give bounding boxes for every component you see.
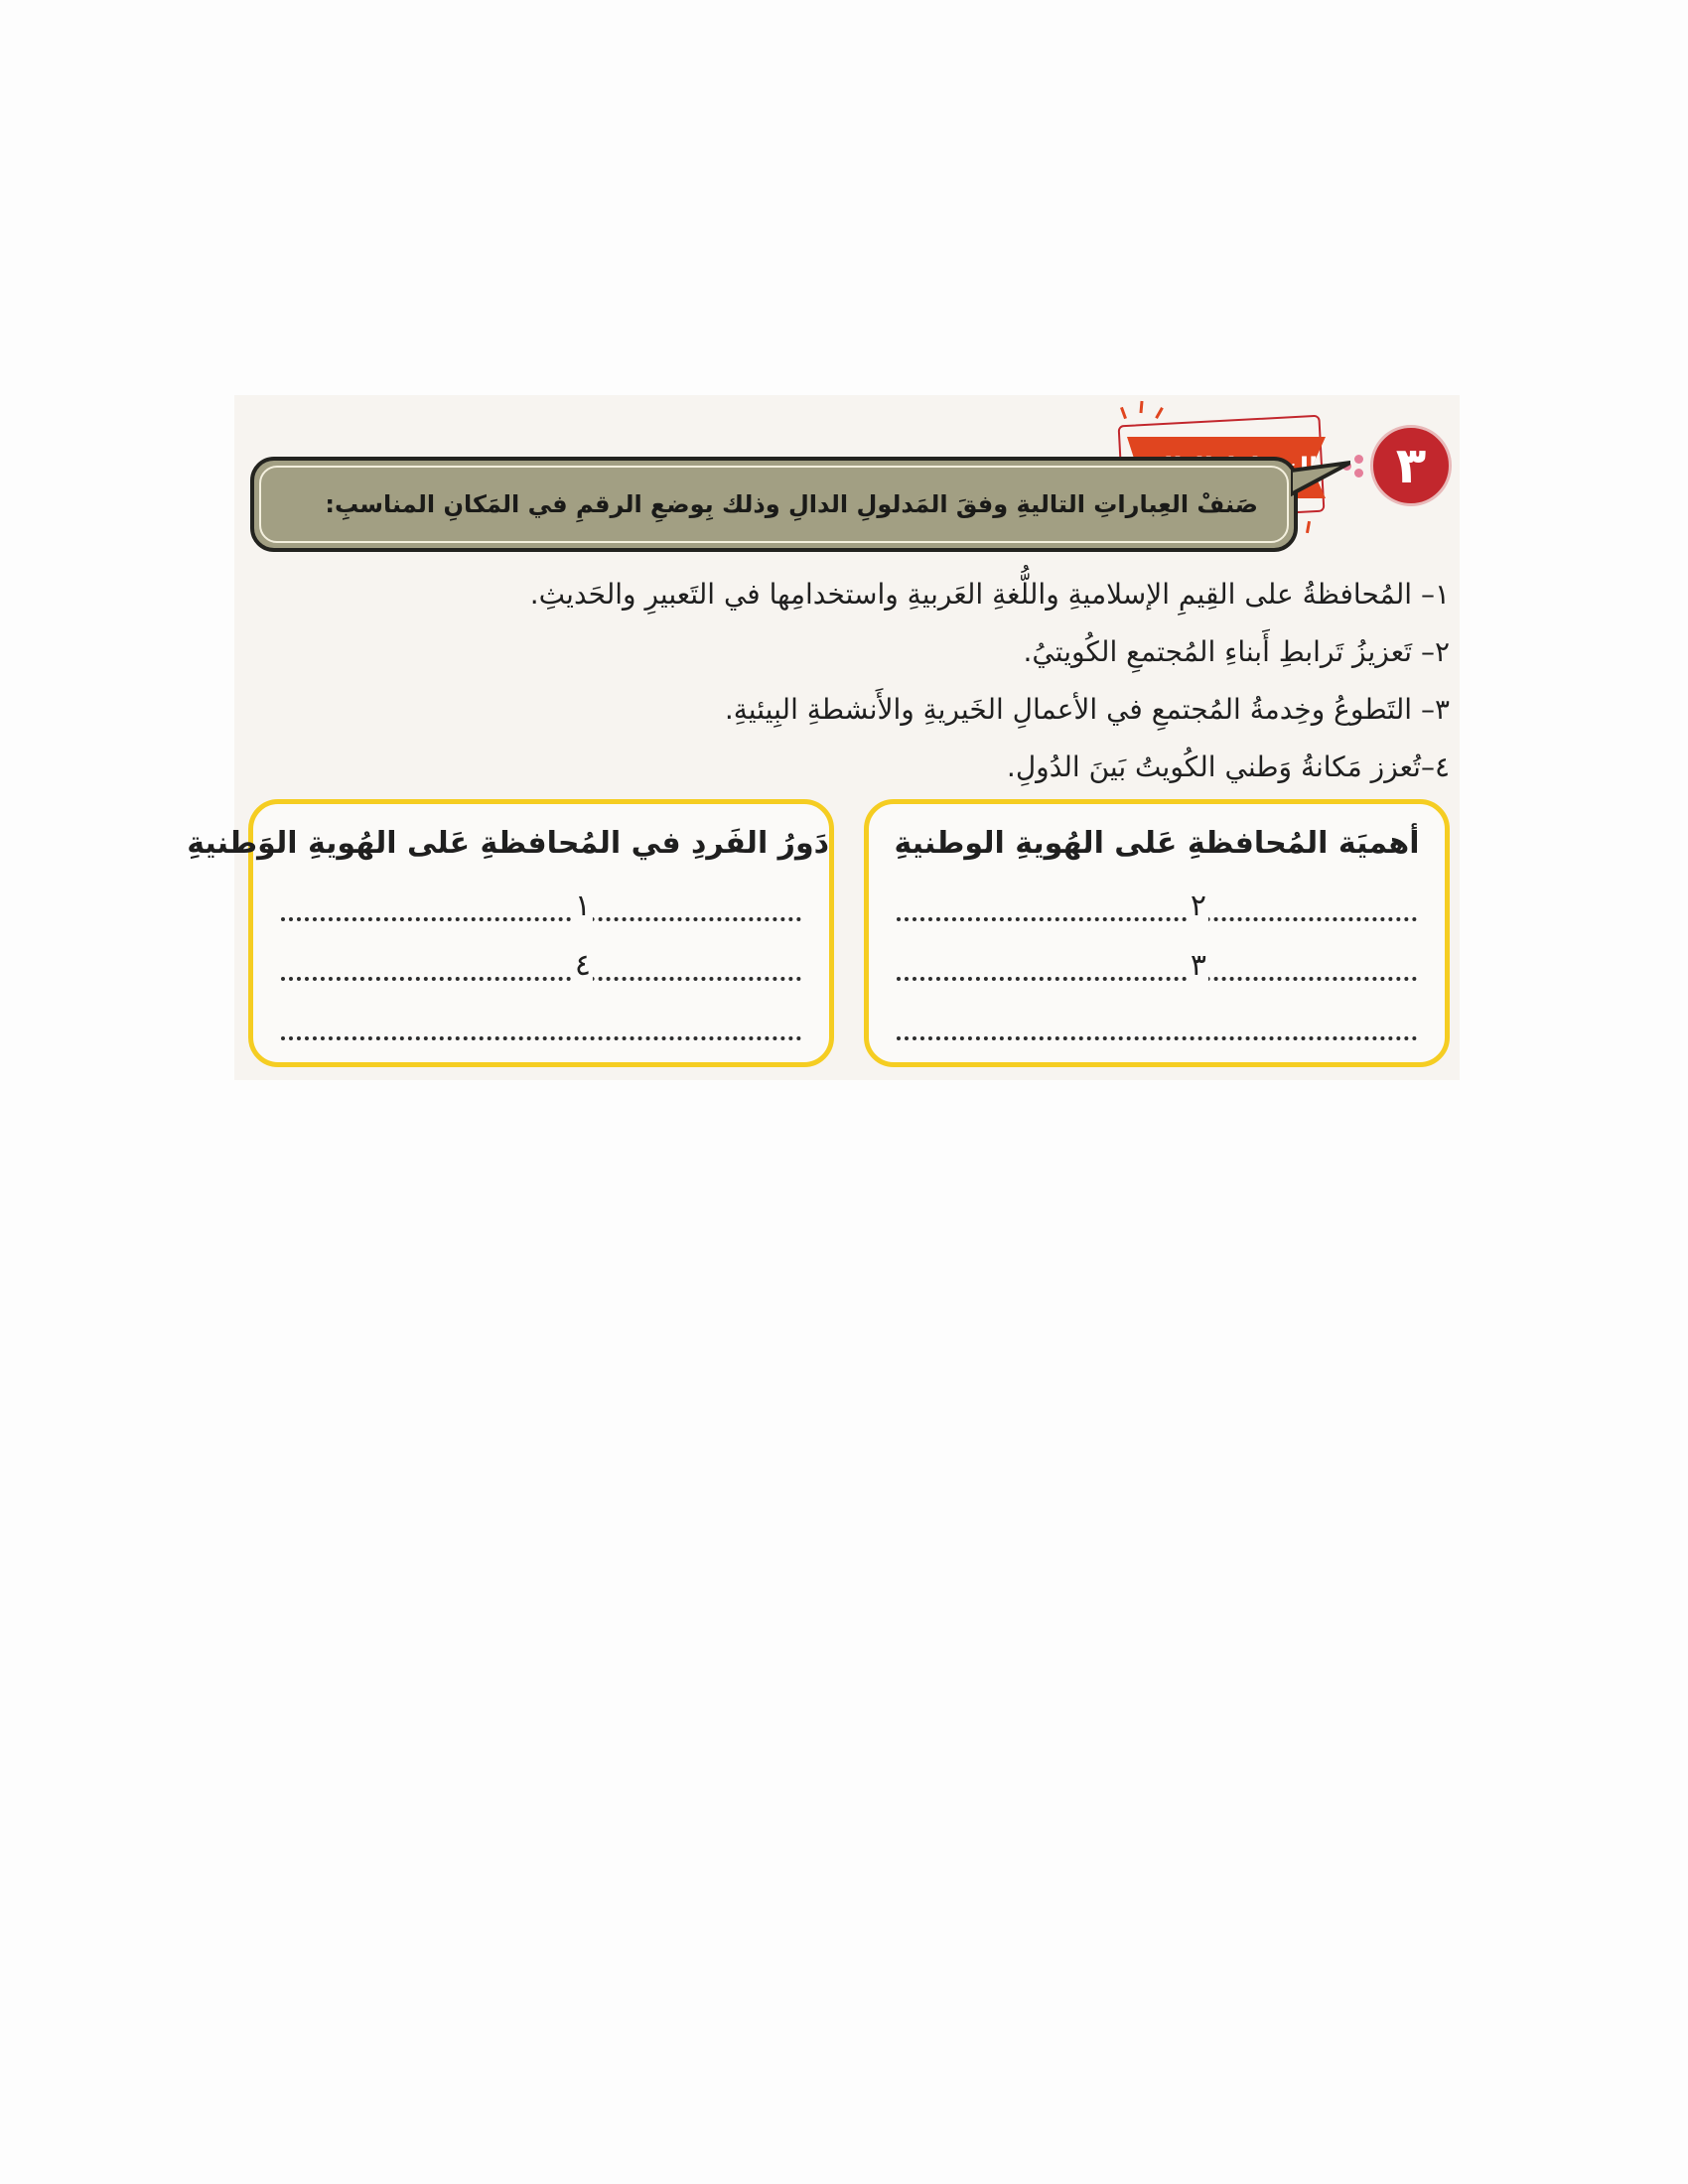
answer-number: ١ <box>574 888 591 923</box>
statement-list <box>258 566 1450 796</box>
answer-number: ٢ <box>1190 888 1206 923</box>
dotted-line <box>897 977 1417 981</box>
dotted-line <box>281 917 801 921</box>
answer-number: ٣ <box>1190 948 1206 983</box>
answer-number: ٤ <box>574 948 591 983</box>
dotted-line <box>897 917 1417 921</box>
activity-number-badge: ٣ <box>1370 425 1452 506</box>
individual-role-heading: دَورُ الفَردِ في المُحافظةِ عَلى الهُويةِ الوَطنيةِ <box>187 826 829 861</box>
dotted-line <box>281 1036 801 1040</box>
instruction-box <box>250 457 1298 552</box>
individual-role-column <box>187 799 834 1067</box>
answer-line[interactable] <box>281 935 801 995</box>
answer-line[interactable] <box>897 995 1417 1054</box>
instruction-text: صَنفْ العِباراتِ التاليةِ وفقَ المَدلولِ الدالِ وذلك بِوضعِ الرقمِ في المَكانِ المناسبِ: <box>325 490 1258 518</box>
statement-item: ١– المُحافظةُ على القِيمِ الإسلاميةِ واللُّغةِ العَربيةِ واستخدامِها في التَعبيرِ والحَديثِ. <box>529 578 1450 611</box>
instruction-bubble <box>250 457 1350 552</box>
statement-item: ٤–تُعزز مَكانةُ وَطني الكُويتُ بَينَ الدُولِ. <box>1006 751 1450 783</box>
speech-tail-icon <box>1291 461 1350 500</box>
statement-item: ٣– التَطوعُ وخِدمةُ المُجتمعِ في الأعمالِ الخَيريةِ والأَنشطةِ البِيئيةِ. <box>724 693 1450 726</box>
answer-line[interactable] <box>281 876 801 935</box>
answer-line[interactable] <box>897 935 1417 995</box>
dotted-line <box>897 1036 1417 1040</box>
answer-line[interactable] <box>281 995 801 1054</box>
importance-column <box>864 799 1450 1067</box>
decor-dot <box>1354 469 1363 478</box>
decor-dot <box>1354 455 1363 464</box>
statement-item: ٢– تَعزيزُ تَرابطِ أَبناءِ المُجتمعِ الكُويتيُ. <box>1023 635 1450 668</box>
dotted-line <box>281 977 801 981</box>
importance-heading: أهميَة المُحافظةِ عَلى الهُويةِ الوطنيةِ <box>894 826 1420 861</box>
answer-line[interactable] <box>897 876 1417 935</box>
